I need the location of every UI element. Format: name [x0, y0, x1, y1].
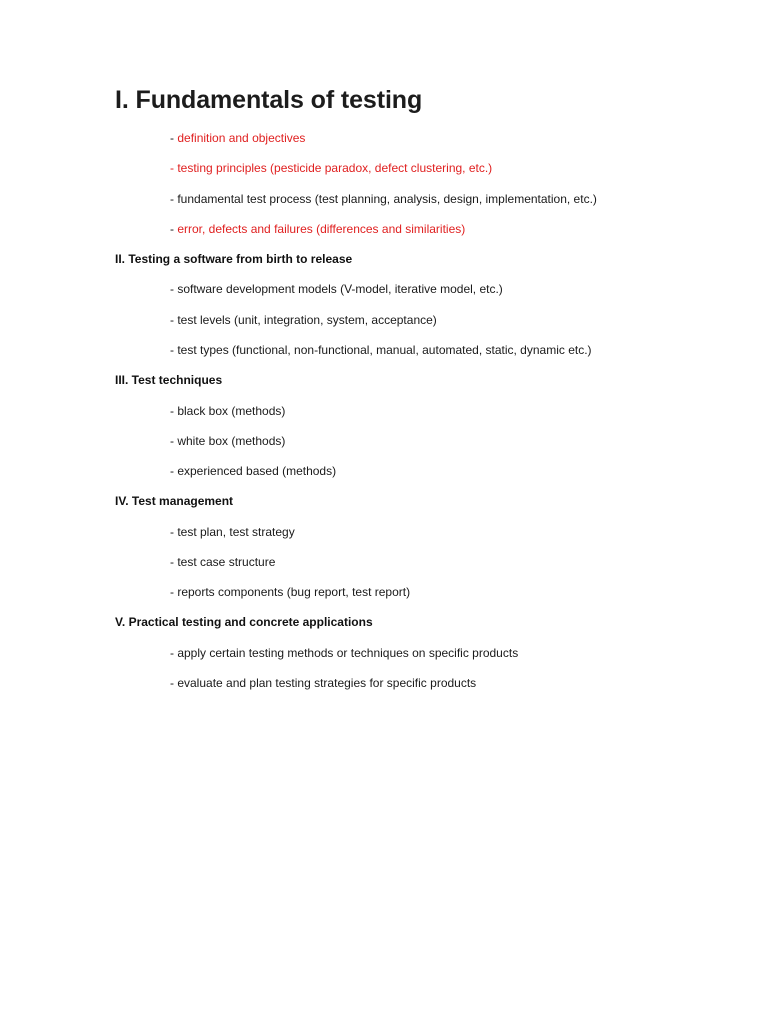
item-text: fundamental test process (test planning, analysis, design, implementation, etc.) [177, 192, 597, 206]
section2-item-3: - test types (functional, non-functional, manual, automated, static, dynamic etc.) [170, 343, 592, 357]
item-text: testing principles (pesticide paradox, defect clustering, etc.) [177, 161, 493, 175]
section4-item-3: - reports components (bug report, test report) [170, 585, 411, 599]
section4-item-1: - test plan, test strategy [170, 525, 295, 539]
section3-item-1: - black box (methods) [170, 404, 286, 418]
section1-item-2 [170, 161, 492, 175]
section5-item-2: - evaluate and plan testing strategies for specific products [170, 676, 477, 690]
section1-item-4 [170, 222, 465, 236]
section3-item-3: - experienced based (methods) [170, 464, 337, 478]
item-dash: - [170, 161, 178, 175]
section1-item-1 [170, 131, 305, 145]
item-dash: - [170, 222, 178, 236]
item-dash: - [170, 192, 178, 206]
section3-item-2: - white box (methods) [170, 434, 286, 448]
section4-item-2: - test case structure [170, 555, 276, 569]
section2-heading: II. Testing a software from birth to release [115, 252, 353, 266]
item-text: definition and objectives [177, 131, 306, 145]
section2-item-2: - test levels (unit, integration, system, acceptance) [170, 313, 437, 327]
section4-heading: IV. Test management [115, 494, 234, 508]
item-text: error, defects and failures (differences and similarities) [177, 222, 466, 236]
section1-item-3 [170, 192, 597, 206]
section2-item-1: - software development models (V-model, iterative model, etc.) [170, 282, 503, 296]
section5-heading: V. Practical testing and concrete applications [115, 615, 373, 629]
item-dash: - [170, 131, 178, 145]
page-title: I. Fundamentals of testing [115, 86, 423, 114]
section5-item-1: - apply certain testing methods or techniques on specific products [170, 646, 519, 660]
section3-heading: III. Test techniques [115, 373, 223, 387]
